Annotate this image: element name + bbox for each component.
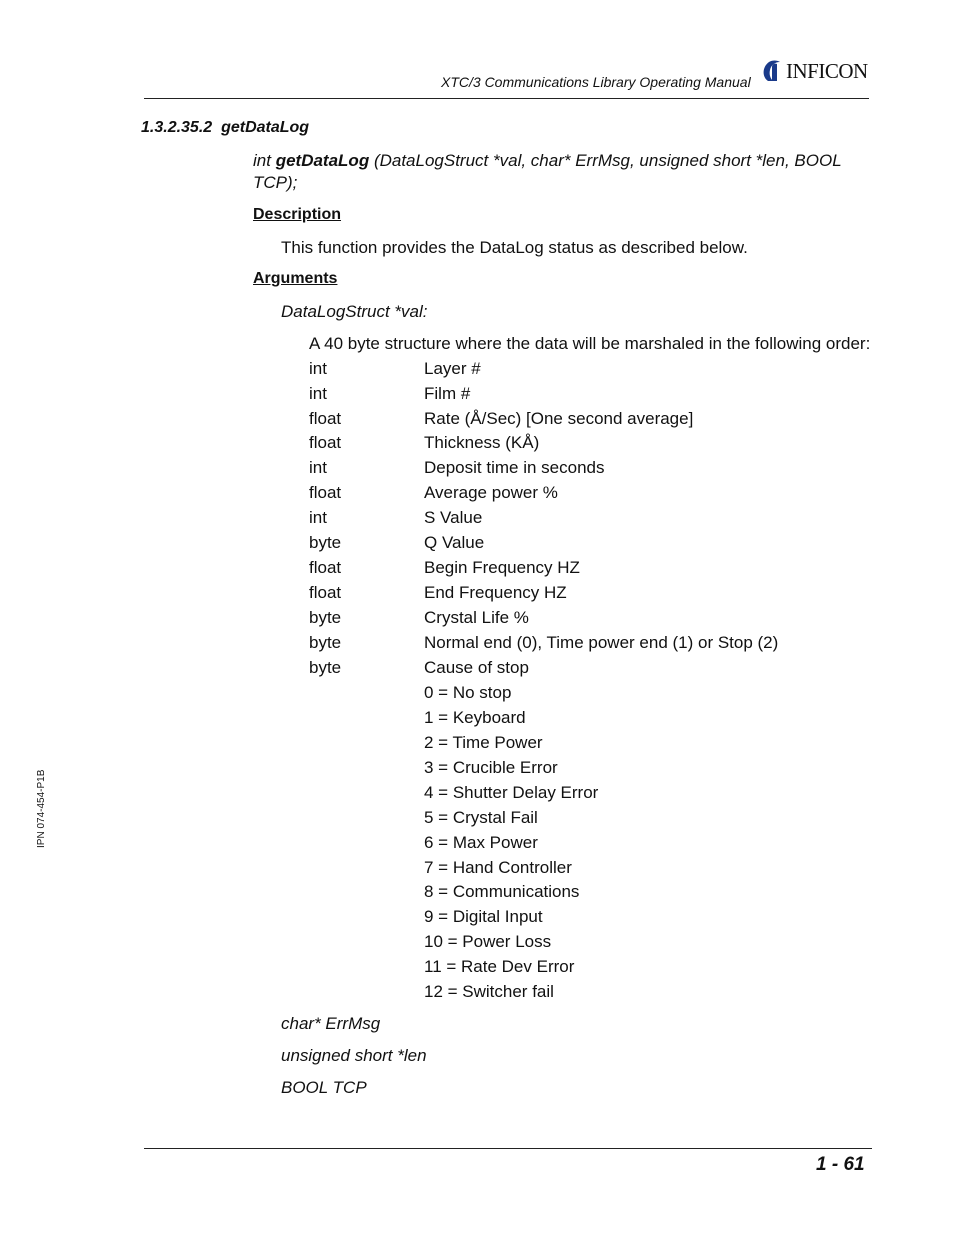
- field-description: Film #: [424, 384, 471, 403]
- field-description: End Frequency HZ: [424, 583, 567, 602]
- field-description: Average power %: [424, 483, 558, 502]
- part-number-label: IPN 074-454-P1B: [36, 769, 47, 848]
- arguments-heading: Arguments: [253, 270, 338, 287]
- stop-code-item: 10 = Power Loss: [424, 932, 552, 951]
- stop-code-item: 4 = Shutter Delay Error: [424, 783, 599, 802]
- field-description: Rate (Å/Sec) [One second average]: [424, 409, 694, 428]
- field-type: float: [309, 558, 342, 577]
- argument-tcp: BOOL TCP: [281, 1078, 367, 1097]
- description-text: This function provides the DataLog status as described below.: [281, 238, 748, 257]
- stop-code-item: 5 = Crystal Fail: [424, 808, 538, 827]
- stop-code-item: 8 = Communications: [424, 882, 580, 901]
- logo-text: INFICON: [786, 58, 868, 83]
- field-type: byte: [309, 633, 342, 652]
- argument-name: DataLogStruct *val:: [281, 302, 428, 321]
- field-type: float: [309, 483, 342, 502]
- field-type: float: [309, 409, 342, 428]
- field-description: Layer #: [424, 359, 481, 378]
- field-type: float: [309, 583, 342, 602]
- field-type: byte: [309, 658, 342, 677]
- field-type: int: [309, 458, 327, 477]
- field-type: float: [309, 433, 342, 452]
- field-description: Normal end (0), Time power end (1) or Stop (2): [424, 633, 779, 652]
- field-type: int: [309, 384, 327, 403]
- struct-intro-text: A 40 byte structure where the data will be marshaled in the following order:: [309, 334, 871, 353]
- field-description: Deposit time in seconds: [424, 458, 605, 477]
- field-type: int: [309, 508, 327, 527]
- field-type: byte: [309, 533, 342, 552]
- signature-return-type: int: [253, 151, 271, 170]
- footer-rule: [144, 1148, 872, 1149]
- field-description: S Value: [424, 508, 483, 527]
- argument-len: unsigned short *len: [281, 1046, 427, 1065]
- inficon-logo: [760, 58, 868, 84]
- running-header-title: XTC/3 Communications Library Operating Manual: [441, 74, 751, 90]
- section-title: [141, 119, 309, 137]
- section-number: 1.3.2.35.2: [141, 119, 213, 136]
- field-type: int: [309, 359, 327, 378]
- stop-code-item: 2 = Time Power: [424, 733, 543, 752]
- stop-code-item: 0 = No stop: [424, 683, 512, 702]
- page-number: 1 - 61: [816, 1154, 865, 1175]
- inficon-logo-icon: [760, 59, 782, 83]
- stop-code-item: 9 = Digital Input: [424, 907, 543, 926]
- field-description: Cause of stop: [424, 658, 529, 677]
- stop-code-item: 1 = Keyboard: [424, 708, 526, 727]
- field-description: Crystal Life %: [424, 608, 529, 627]
- section-name: getDataLog: [221, 119, 310, 136]
- stop-code-item: 7 = Hand Controller: [424, 858, 572, 877]
- field-type: byte: [309, 608, 342, 627]
- field-description: Thickness (KÅ): [424, 433, 540, 452]
- signature-params: (DataLogStruct *val, char* ErrMsg, unsigned short *len, BOOL TCP);: [253, 151, 842, 192]
- field-description: Begin Frequency HZ: [424, 558, 580, 577]
- signature-function-name: getDataLog: [275, 151, 370, 170]
- function-signature: [253, 150, 873, 194]
- stop-code-item: 3 = Crucible Error: [424, 758, 558, 777]
- field-description: Q Value: [424, 533, 485, 552]
- description-heading: Description: [253, 206, 342, 223]
- argument-errmsg: char* ErrMsg: [281, 1014, 381, 1033]
- stop-code-item: 11 = Rate Dev Error: [424, 957, 575, 976]
- stop-code-item: 12 = Switcher fail: [424, 982, 554, 1001]
- header-rule: [144, 98, 869, 99]
- stop-code-item: 6 = Max Power: [424, 833, 538, 852]
